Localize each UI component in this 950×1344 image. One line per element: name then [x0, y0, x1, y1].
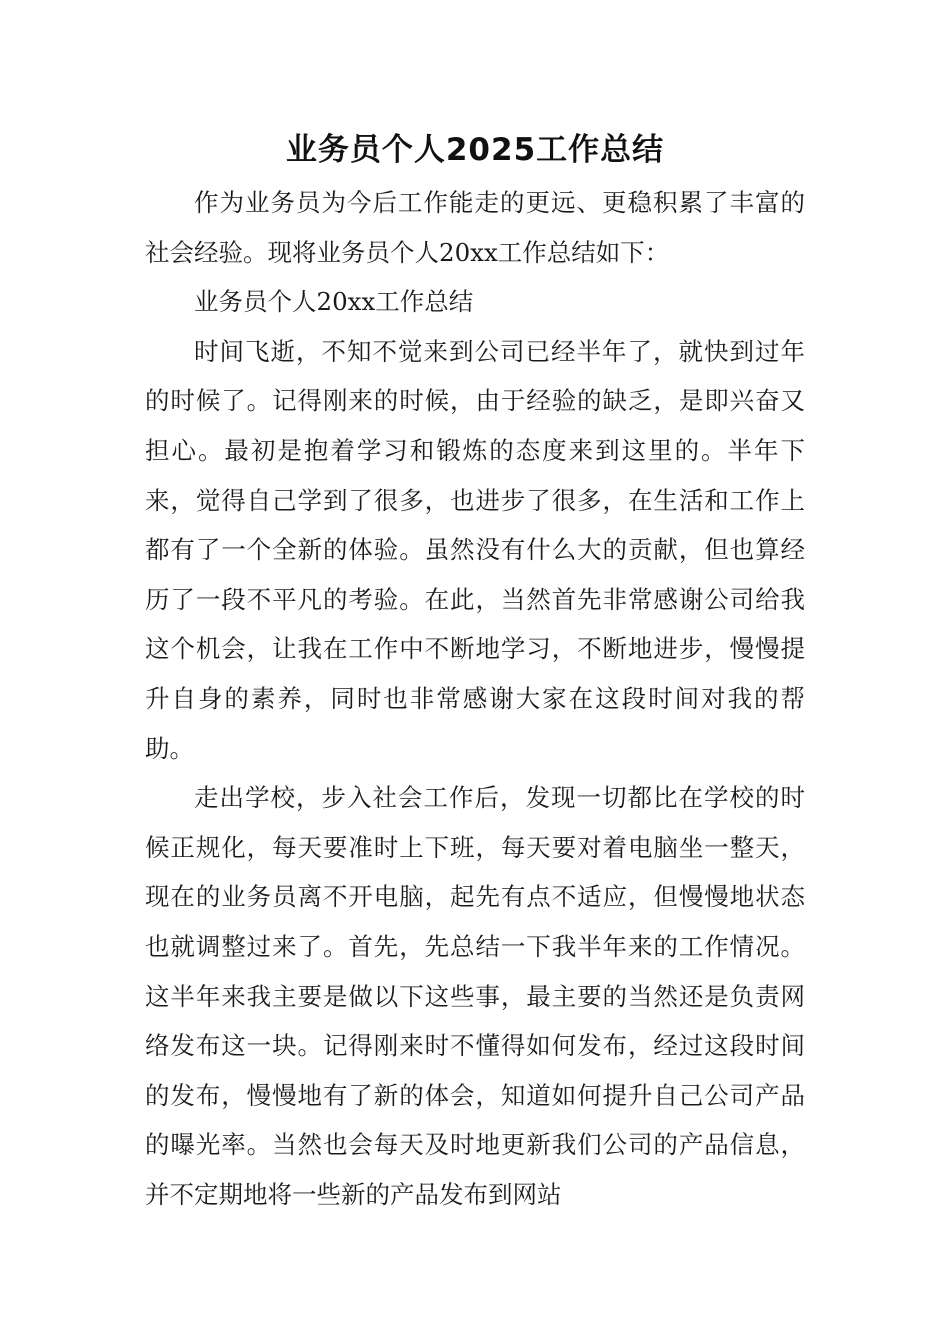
- paragraph-work-summary: 走出学校，步入社会工作后，发现一切都比在学校的时候正规化，每天要准时上下班，每天要对着电脑坐一整天，现在的业务员离不开电脑，起先有点不适应，但慢慢地状态也就调整过来了。首先，先总结一下我半年来的工作情况。这半年来我主要是做以下这些事，最主要的当然还是负责网络发布这一块。记得刚来时不懂得如何发布，经过这段时间的发布，慢慢地有了新的体会，知道如何提升自己公司产品的曝光率。当然也会每天及时地更新我们公司的产品信息，并不定期地将一些新的产品发布到网站: [145, 783, 805, 1209]
- document-body: [145, 178, 805, 1219]
- paragraph-reflection: 时间飞逝，不知不觉来到公司已经半年了，就快到过年的时候了。记得刚来的时候，由于经验的缺乏，是即兴奋又担心。最初是抱着学习和锻炼的态度来到这里的。半年下来，觉得自己学到了很多，也进步了很多，在生活和工作上都有了一个全新的体验。虽然没有什么大的贡献，但也算经历了一段不平凡的考验。在此，当然首先非常感谢公司给我这个机会，让我在工作中不断地学习，不断地进步，慢慢提升自身的素养，同时也非常感谢大家在这段时间对我的帮助。: [145, 336, 805, 763]
- paragraph-subheading: 业务员个人20xx工作总结: [194, 287, 474, 317]
- document-title: 业务员个人2025工作总结: [285, 132, 665, 168]
- paragraph-intro: 作为业务员为今后工作能走的更远、更稳积累了丰富的社会经验。现将业务员个人20xx工作总结如下：: [145, 188, 805, 267]
